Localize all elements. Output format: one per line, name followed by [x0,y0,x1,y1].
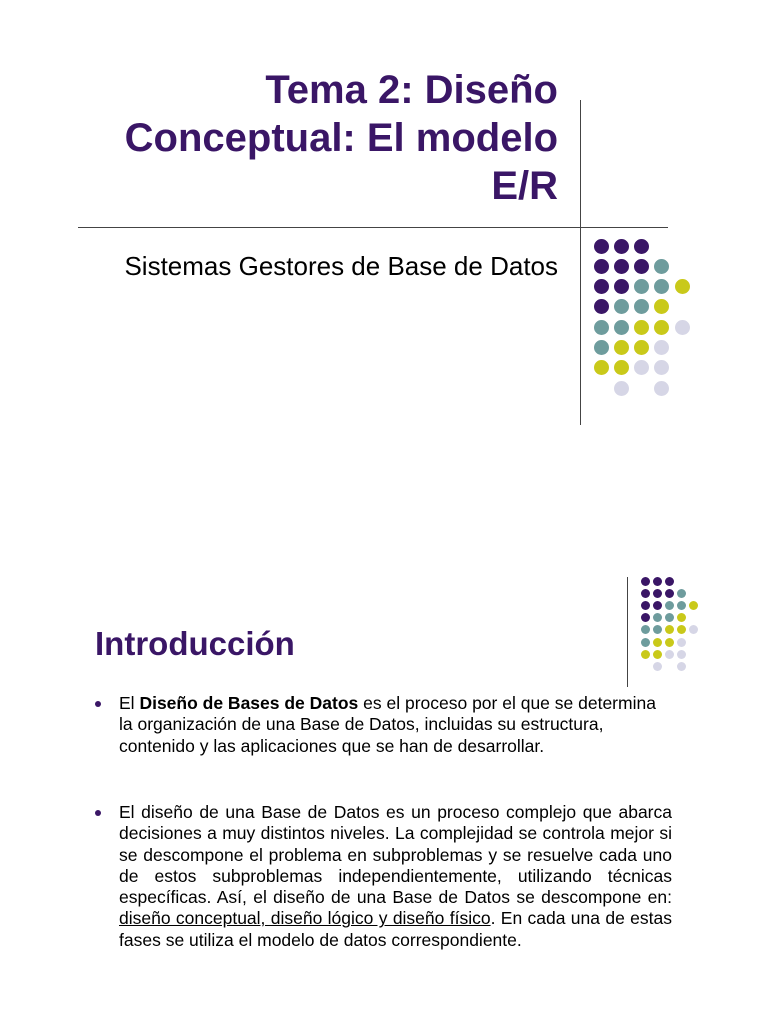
decorative-dot [654,360,669,375]
title-divider-vertical [580,100,581,425]
decorative-dot [689,601,698,610]
decorative-dot [641,613,650,622]
decorative-dot [677,638,686,647]
decorative-dot [677,601,686,610]
decorative-dot [665,625,674,634]
decorative-dot [653,589,662,598]
paragraph-2-underlined-phases: diseño conceptual, diseño lógico y diseño físico [119,908,491,929]
bullet-icon [95,701,101,707]
decorative-dot [653,650,662,659]
decorative-dot [665,577,674,586]
decorative-dot [614,279,629,294]
decorative-dot [634,340,649,355]
bullet-icon [95,810,101,816]
decorative-dot [675,279,690,294]
decorative-dot [594,320,609,335]
decorative-dot [653,577,662,586]
decorative-dot [614,259,629,274]
decorative-dot [653,601,662,610]
decorative-dot [634,279,649,294]
decorative-dot [665,589,674,598]
decorative-dot [614,320,629,335]
decorative-dot [665,601,674,610]
decorative-dot [654,259,669,274]
decorative-dot [641,625,650,634]
paragraph-1-text-start: El [119,693,140,713]
decorative-dot [594,360,609,375]
paragraph-2-text-end: . En cada una de estas fases se utiliza el modelo de datos correspondiente. [119,908,672,950]
decorative-dot [665,613,674,622]
decorative-dot [614,340,629,355]
decorative-dot [634,239,649,254]
decorative-dot [641,577,650,586]
decorative-dot [653,662,662,671]
decorative-dot [634,259,649,274]
decorative-dot [653,625,662,634]
decorative-dot [665,638,674,647]
decorative-dot [677,625,686,634]
decorative-dot [665,650,674,659]
paragraph-1 [119,693,672,757]
decorative-dot [654,381,669,396]
decorative-dot [634,360,649,375]
decorative-dot [594,239,609,254]
decorative-dot [677,613,686,622]
decorative-dot [654,320,669,335]
decorative-dot [654,299,669,314]
decorative-dot [614,239,629,254]
decorative-dot [641,638,650,647]
paragraph-2 [119,802,672,951]
decorative-dot [594,299,609,314]
paragraph-2-text-start: El diseño de una Base de Datos es un proceso complejo que abarca decisiones a muy distintos niveles. La complejidad se controla mejor si se descompone el problema en subproblemas y se resuelve cada uno de estos subproblemas independientemente, utilizando técnicas específicas. Así, el diseño de una Base de Datos se descompone en: [119,802,672,908]
decorative-dot [641,589,650,598]
decorative-dot [677,589,686,598]
decorative-dot [634,320,649,335]
decorative-dot [641,650,650,659]
decorative-dot [689,625,698,634]
decorative-dot [594,279,609,294]
decorative-dot [675,320,690,335]
slide-subtitle: Sistemas Gestores de Base de Datos [124,251,558,281]
paragraph-1-text-end: es el proceso por el que se determina la organización de una Base de Datos, incluidas su estructura, contenido y las aplicaciones que se han de desarrollar. [119,693,656,756]
decorative-dot [677,662,686,671]
slide-title: Tema 2: Diseño Conceptual: El modelo E/R [124,68,558,208]
paragraph-1-bold-term: Diseño de Bases de Datos [139,693,359,713]
decorative-dot [614,360,629,375]
decorative-dot [614,299,629,314]
decorative-dot [653,638,662,647]
decorative-dot [641,601,650,610]
decorative-dot [634,299,649,314]
section-heading: Introducción [95,625,295,662]
decorative-dot [614,381,629,396]
decorative-dot [653,613,662,622]
decorative-dot [654,279,669,294]
decorative-dot [677,650,686,659]
decorative-dot [594,259,609,274]
heading-divider-vertical [627,577,628,687]
decorative-dot [594,340,609,355]
decorative-dot [654,340,669,355]
